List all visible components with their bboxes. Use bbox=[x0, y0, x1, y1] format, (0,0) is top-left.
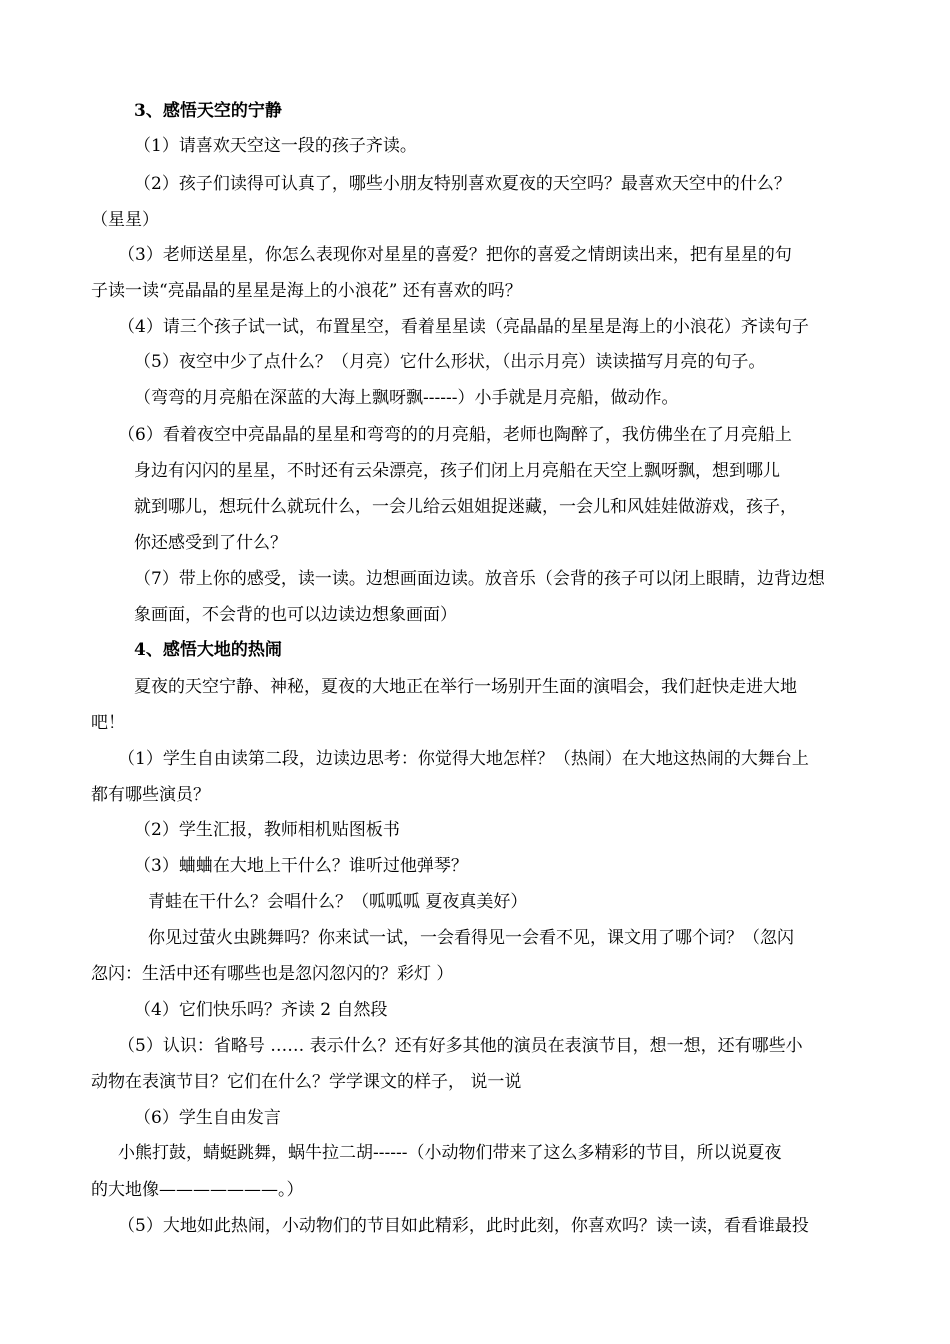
section-heading-earth: 4、感悟大地的热闹 bbox=[134, 640, 282, 660]
paragraph-line: 你见过萤火虫跳舞吗？你来试一试，一会看得见一会看不见，课文用了哪个词？（忽闪 bbox=[148, 928, 794, 948]
paragraph-line: （4）请三个孩子试一试，布置星空，看着星星读（亮晶晶的星星是海上的小浪花）齐读句子 bbox=[118, 317, 809, 337]
paragraph-line: 子读一读“亮晶晶的星星是海上的小浪花” 还有喜欢的吗？ bbox=[91, 281, 522, 301]
paragraph-line: （6）学生自由发言 bbox=[134, 1108, 281, 1128]
paragraph-line: （5）认识：省略号 …… 表示什么？还有好多其他的演员在表演节目，想一想，还有哪些小 bbox=[118, 1036, 803, 1056]
paragraph-line: （1）请喜欢天空这一段的孩子齐读。 bbox=[134, 136, 417, 156]
paragraph-line: 就到哪儿，想玩什么就玩什么，一会儿给云姐姐捉迷藏，一会儿和风娃娃做游戏，孩子， bbox=[134, 497, 797, 517]
paragraph-line: （星星） bbox=[91, 210, 159, 230]
paragraph-line: （3）蛐蛐在大地上干什么？谁听过他弹琴？ bbox=[134, 856, 468, 876]
paragraph-line: （1）学生自由读第二段，边读边思考：你觉得大地怎样？（热闹）在大地这热闹的大舞台上 bbox=[118, 749, 809, 769]
paragraph-line: （弯弯的月亮船在深蓝的大海上飘呀飘------）小手就是月亮船，做动作。 bbox=[134, 388, 679, 408]
paragraph-line: 小熊打鼓，蜻蜓跳舞，蜗牛拉二胡------（小动物们带来了这么多精彩的节目，所以说夏夜 bbox=[118, 1143, 782, 1163]
paragraph-line: （3）老师送星星，你怎么表现你对星星的喜爱？把你的喜爱之情朗读出来，把有星星的句 bbox=[118, 245, 792, 265]
paragraph-line: 象画面，不会背的也可以边读边想象画面） bbox=[134, 605, 457, 625]
section-heading-sky: 3、感悟天空的宁静 bbox=[134, 101, 282, 121]
paragraph-line: 吧！ bbox=[91, 713, 125, 733]
paragraph-line: （6）看着夜空中亮晶晶的星星和弯弯的的月亮船，老师也陶醉了，我仿佛坐在了月亮船上 bbox=[118, 425, 792, 445]
paragraph-line: 身边有闪闪的星星，不时还有云朵漂亮，孩子们闭上月亮船在天空上飘呀飘，想到哪儿 bbox=[134, 461, 780, 481]
paragraph-line: 动物在表演节目？它们在什么？学学课文的样子， 说一说 bbox=[91, 1072, 522, 1092]
paragraph-line: （5）夜空中少了点什么？（月亮）它什么形状，（出示月亮）读读描写月亮的句子。 bbox=[134, 352, 766, 372]
paragraph-line: （7）带上你的感受，读一读。边想画面边读。放音乐（会背的孩子可以闭上眼睛，边背边想 bbox=[134, 569, 825, 589]
paragraph-line: （4）它们快乐吗？齐读 2 自然段 bbox=[134, 1000, 388, 1020]
paragraph-line: 都有哪些演员？ bbox=[91, 785, 210, 805]
paragraph-line: （2）学生汇报，教师相机贴图板书 bbox=[134, 820, 400, 840]
paragraph-line: 夏夜的天空宁静、神秘，夏夜的大地正在举行一场别开生面的演唱会，我们赶快走进大地 bbox=[134, 677, 797, 697]
paragraph-line: （2）孩子们读得可认真了，哪些小朋友特别喜欢夏夜的天空吗？最喜欢天空中的什么？ bbox=[134, 174, 791, 194]
paragraph-line: （5）大地如此热闹，小动物们的节目如此精彩，此时此刻，你喜欢吗？读一读，看看谁最投 bbox=[118, 1216, 809, 1236]
paragraph-line: 青蛙在干什么？会唱什么？（呱呱呱 夏夜真美好） bbox=[148, 892, 528, 912]
paragraph-line: 的大地像———————。） bbox=[91, 1180, 304, 1200]
paragraph-line: 你还感受到了什么？ bbox=[134, 533, 287, 553]
paragraph-line: 忽闪：生活中还有哪些也是忽闪忽闪的？彩灯 ） bbox=[91, 964, 454, 984]
